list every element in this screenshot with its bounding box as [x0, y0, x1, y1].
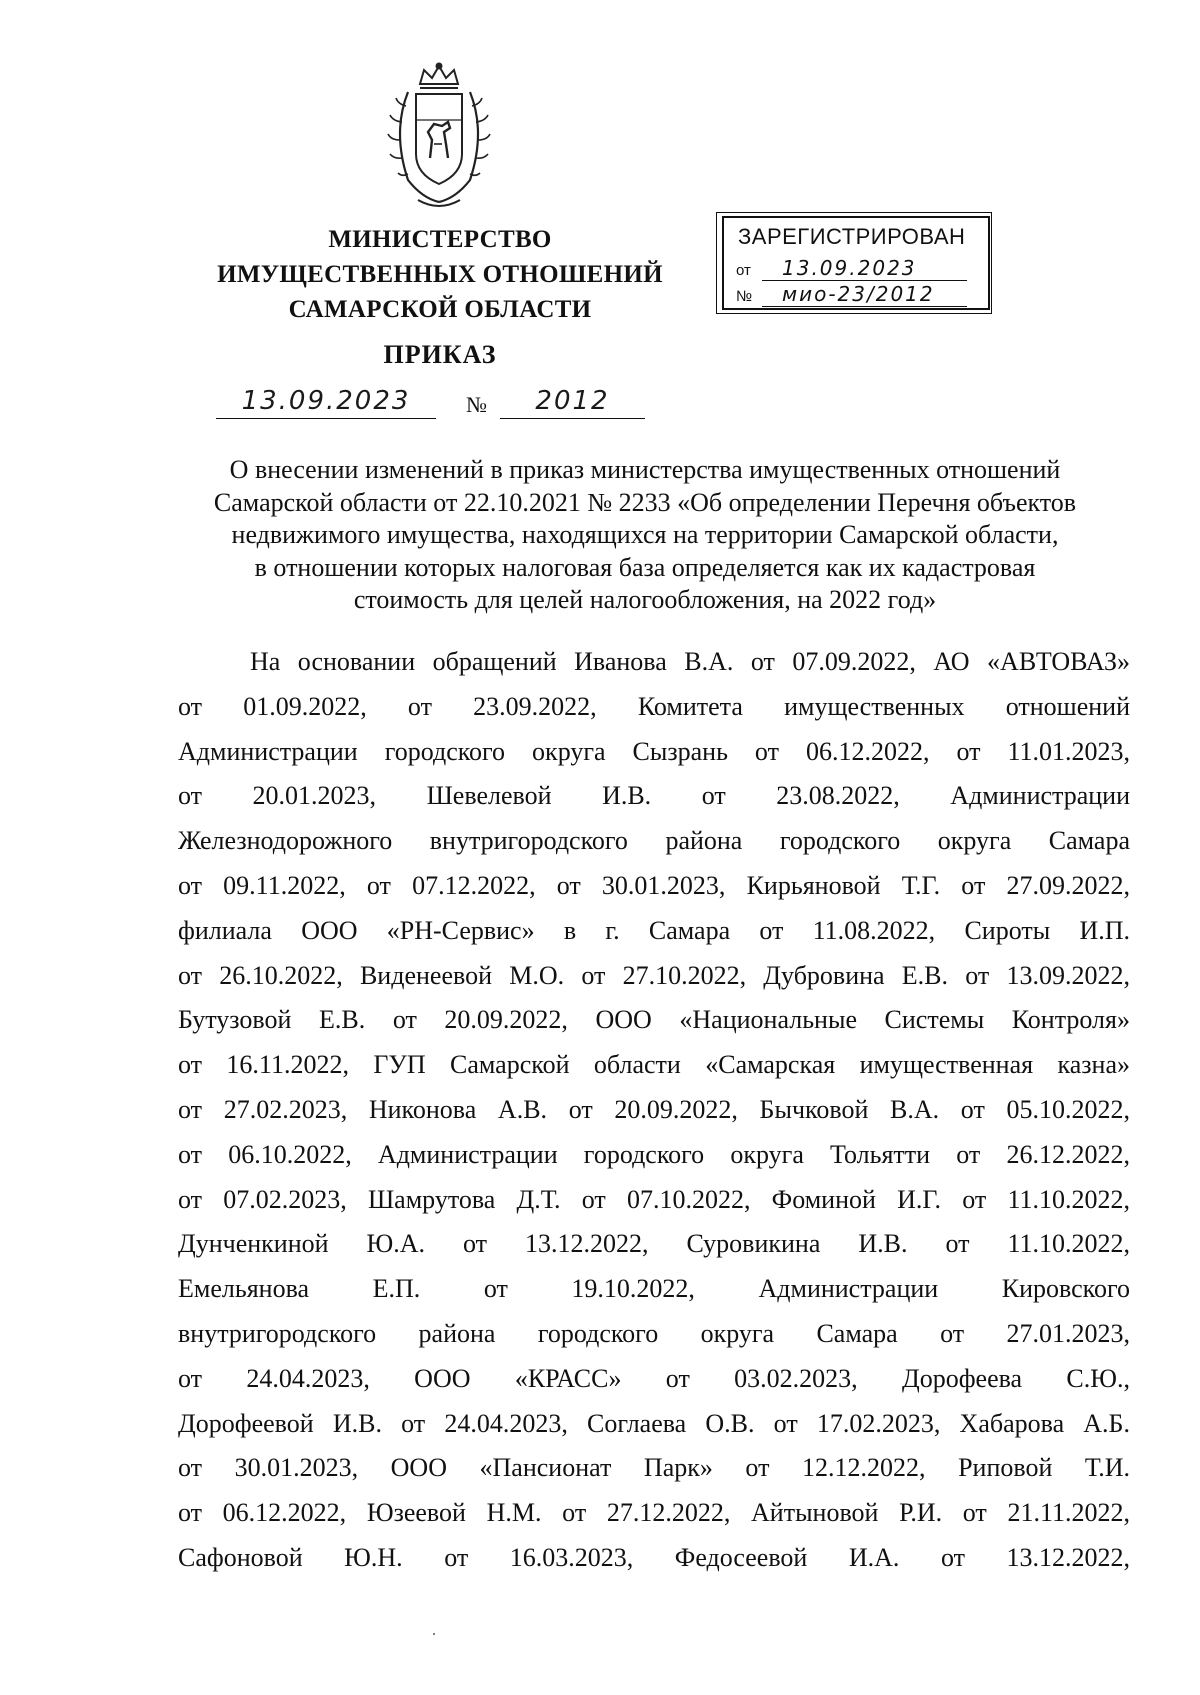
body-line-text: Администрации городского округа Сызрань от 06.12.2022, от 11.01.2023,	[178, 736, 1130, 766]
body-line	[178, 730, 1130, 775]
stamp-title: ЗАРЕГИСТРИРОВАН	[738, 224, 966, 249]
body-line-text: от 06.12.2022, Юзеевой Н.М. от 27.12.2022, Айтыновой Р.И. от 21.11.2022,	[178, 1498, 1130, 1528]
order-date-field	[216, 386, 436, 419]
body-line-text: Емельянова Е.П. от 19.10.2022, Администрации Кировского	[178, 1274, 1130, 1304]
subject-line: стоимость для целей налогообложения, на 2022 год»	[353, 585, 937, 614]
body-line	[178, 1446, 1130, 1491]
body-line-text: Дорофеевой И.В. от 24.04.2023, Соглаева О.В. от 17.02.2023, Хабарова А.Б.	[178, 1408, 1130, 1438]
body-line	[178, 1043, 1130, 1088]
ministry-line-2: ИМУЩЕСТВЕННЫХ ОТНОШЕНИЙ	[217, 261, 663, 288]
body-line-text: от 07.02.2023, Шамрутова Д.Т. от 07.10.2022, Фоминой И.Г. от 11.10.2022,	[178, 1184, 1130, 1214]
order-title: ПРИКАЗ	[383, 340, 497, 369]
body-line	[178, 819, 1130, 864]
order-number-field	[500, 386, 645, 419]
body-line	[178, 954, 1130, 999]
order-subject	[160, 454, 1130, 617]
body-line-text: Бутузовой Е.В. от 20.09.2022, ООО «Национальные Системы Контроля»	[178, 1005, 1130, 1035]
body-line-text: от 26.10.2022, Виденеевой М.О. от 27.10.2022, Дубровина Е.В. от 13.09.2022,	[178, 960, 1130, 990]
body-line-text: от 20.01.2023, Шевелевой И.В. от 23.08.2022, Администрации	[178, 781, 1130, 811]
body-line-text: внутригородского района городского округа Самара от 27.01.2023,	[178, 1318, 1130, 1348]
body-line-text: от 01.09.2022, от 23.09.2022, Комитета имущественных отношений	[178, 691, 1130, 721]
body-line	[178, 1088, 1130, 1133]
body-line-text: от 27.02.2023, Никонова А.В. от 20.09.2022, Бычковой В.А. от 05.10.2022,	[178, 1094, 1130, 1124]
body-line-text: от 24.04.2023, ООО «КРАСС» от 03.02.2023, Дорофеева С.Ю.,	[178, 1363, 1130, 1393]
body-line-text: от 30.01.2023, ООО «Пансионат Парк» от 12.12.2022, Риповой Т.И.	[178, 1453, 1130, 1483]
body-line	[178, 1491, 1130, 1536]
body-line	[178, 640, 1130, 685]
coat-of-arms-emblem	[378, 62, 500, 214]
body-line-text: Дунченкиной Ю.А. от 13.12.2022, Суровикина И.В. от 11.10.2022,	[178, 1229, 1130, 1259]
body-line	[178, 1133, 1130, 1178]
body-line	[178, 1312, 1130, 1357]
ministry-line-1: МИНИСТЕРСТВО	[328, 226, 552, 253]
body-line-text: На основании обращений Иванова В.А. от 07.09.2022, АО «АВТОВАЗ»	[250, 647, 1130, 676]
subject-line: Самарской области от 22.10.2021 № 2233 «Об определении Перечня объектов	[213, 487, 1077, 517]
body-line-text: от 16.11.2022, ГУП Самарской области «Самарская имущественная казна»	[178, 1050, 1130, 1080]
order-date: 13.09.2023	[241, 386, 411, 416]
scan-speck	[430, 1630, 438, 1638]
body-line	[178, 1536, 1130, 1581]
stamp-number-value: мио-23/2012	[762, 282, 967, 307]
stamp-date-label: от	[736, 262, 751, 279]
stamp-number-label: №	[736, 288, 753, 305]
subject-line: недвижимого имущества, находящихся на территории Самарской области,	[231, 520, 1059, 549]
stamp-number-row	[736, 282, 935, 306]
subject-line: в отношении которых налоговая база определяется как их кадастровая	[254, 552, 1036, 582]
ministry-name	[190, 222, 690, 327]
body-line-text: от 09.11.2022, от 07.12.2022, от 30.01.2023, Кирьяновой Т.Г. от 27.09.2022,	[178, 870, 1130, 900]
ministry-line-3: САМАРСКОЙ ОБЛАСТИ	[288, 296, 592, 323]
stamp-date-value: 13.09.2023	[762, 256, 967, 281]
body-line-text: Сафоновой Ю.Н. от 16.03.2023, Федосеевой И.А. от 13.12.2022,	[178, 1542, 1130, 1572]
body-line	[178, 1178, 1130, 1223]
body-line	[178, 1267, 1130, 1312]
order-number-label: №	[466, 392, 487, 417]
body-line	[178, 864, 1130, 909]
order-body	[178, 640, 1130, 1581]
subject-line: О внесении изменений в приказ министерства имущественных отношений	[229, 455, 1061, 484]
body-line-text: Железнодорожного внутригородского района городского округа Самара	[178, 826, 1130, 856]
body-line	[178, 1222, 1130, 1267]
body-line	[178, 909, 1130, 954]
body-line	[178, 1357, 1130, 1402]
body-line-text: филиала ООО «РН-Сервис» в г. Самара от 11.08.2022, Сироты И.П.	[178, 915, 1130, 945]
registration-stamp	[722, 216, 990, 310]
stamp-date-row	[736, 256, 917, 280]
body-line	[178, 998, 1130, 1043]
body-line-text: от 06.10.2022, Администрации городского округа Тольятти от 26.12.2022,	[178, 1139, 1130, 1169]
order-number: 2012	[535, 386, 610, 416]
body-line	[178, 685, 1130, 730]
body-line	[178, 774, 1130, 819]
body-line	[178, 1402, 1130, 1447]
